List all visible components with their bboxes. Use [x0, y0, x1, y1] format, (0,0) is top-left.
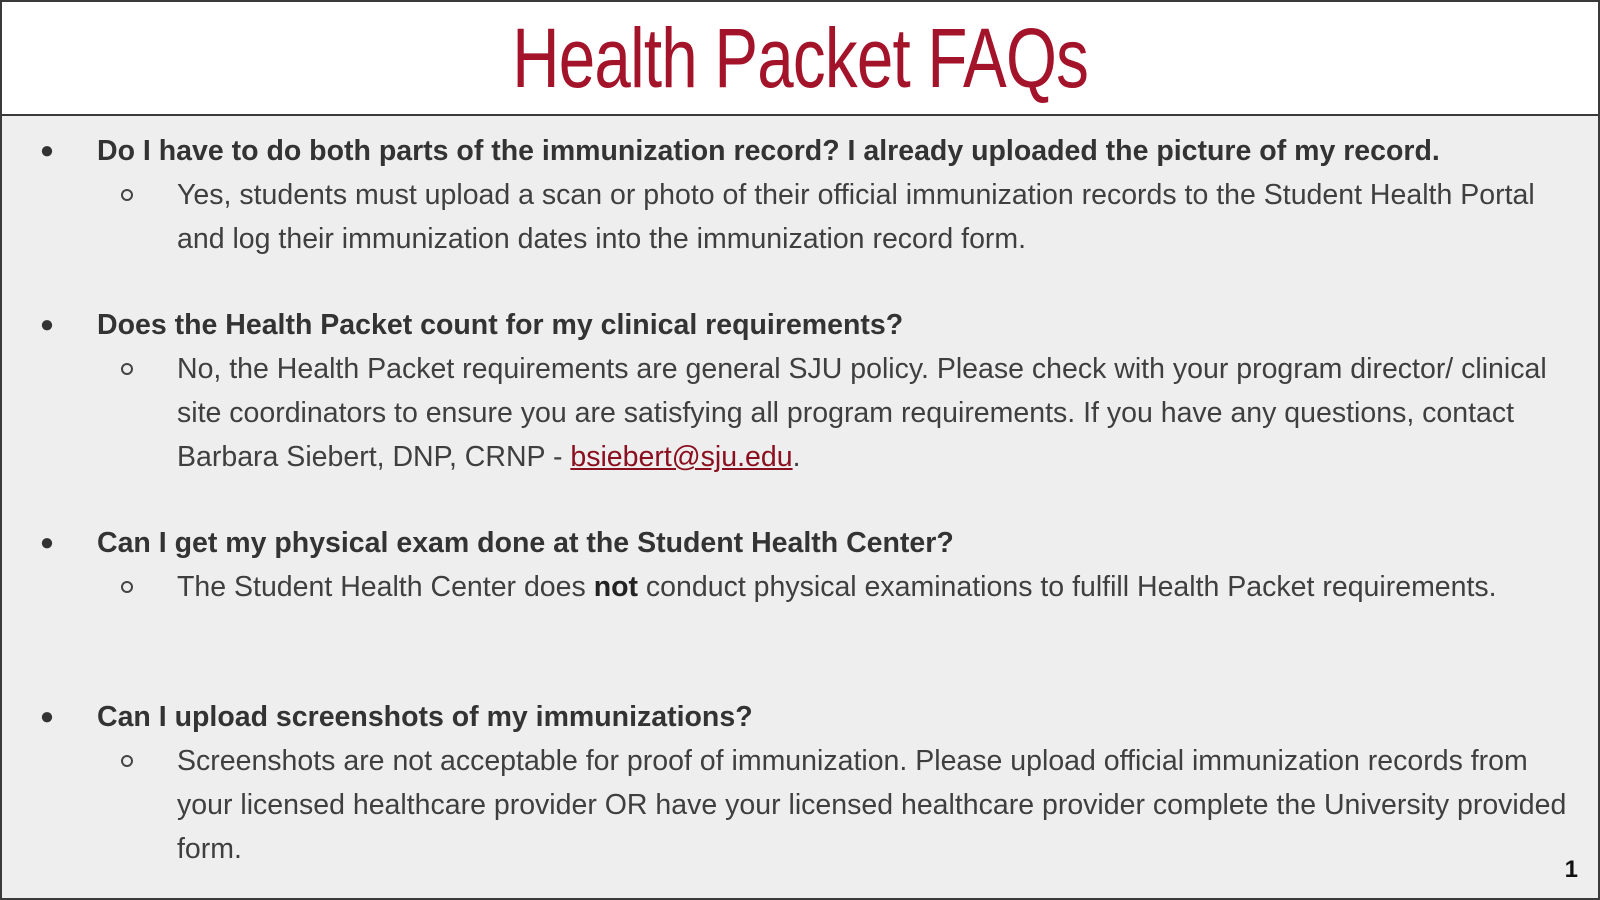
faq-question: Can I get my physical exam done at the Student Health Center?: [97, 527, 954, 559]
faq-answer: Yes, students must upload a scan or photo of their official immunization records to the Student Health Portal and log their immunization dates into the immunization record form.: [177, 179, 1535, 255]
faq-content: [2, 116, 1598, 898]
faq-item: [2, 129, 1598, 275]
faq-answer-text-end: conduct physical examinations to fulfill Health Packet requirements.: [638, 571, 1497, 603]
faq-item: [2, 695, 1598, 885]
hollow-bullet-icon: [117, 577, 137, 597]
faq-question: Can I upload screenshots of my immunizations?: [97, 701, 753, 733]
faq-question: Do I have to do both parts of the immunization record? I already uploaded the picture of my record.: [97, 135, 1440, 167]
faq-answer: Screenshots are not acceptable for proof of immunization. Please upload official immunization records from your licensed healthcare provider OR have your licensed healthcare provider complete the University provided form.: [177, 745, 1567, 865]
faq-item: [2, 521, 1598, 667]
faq-question-row: [2, 303, 1598, 347]
hollow-bullet-icon: [117, 185, 137, 205]
page-title: Health Packet FAQs: [512, 11, 1088, 105]
faq-answer-text-end: .: [792, 441, 801, 473]
filled-bullet-icon: ●: [39, 311, 55, 338]
faq-item: [2, 303, 1598, 493]
email-link[interactable]: bsiebert@sju.edu: [570, 441, 793, 473]
faq-answer: [177, 565, 1567, 609]
faq-answer: [177, 347, 1567, 479]
hollow-bullet-icon: [117, 751, 137, 771]
faq-question-row: [2, 521, 1598, 565]
faq-question: Does the Health Packet count for my clinical requirements?: [97, 309, 904, 341]
filled-bullet-icon: ●: [39, 703, 55, 730]
faq-question-row: [2, 129, 1598, 173]
title-bar: [2, 2, 1598, 116]
faq-answer-text: The Student Health Center does: [177, 571, 594, 603]
faq-question-row: [2, 695, 1598, 739]
page-number: 1: [1564, 856, 1578, 883]
filled-bullet-icon: ●: [39, 529, 55, 556]
filled-bullet-icon: ●: [39, 137, 55, 164]
hollow-bullet-icon: [117, 359, 137, 379]
emphasis-text: not: [593, 571, 638, 603]
faq-answer-text: No, the Health Packet requirements are general SJU policy. Please check with your program director/ clinical site coordinators to ensure you are satisfying all program requirements. If you have any questions, contact Barbara Siebert, DNP, CRNP -: [177, 353, 1547, 473]
